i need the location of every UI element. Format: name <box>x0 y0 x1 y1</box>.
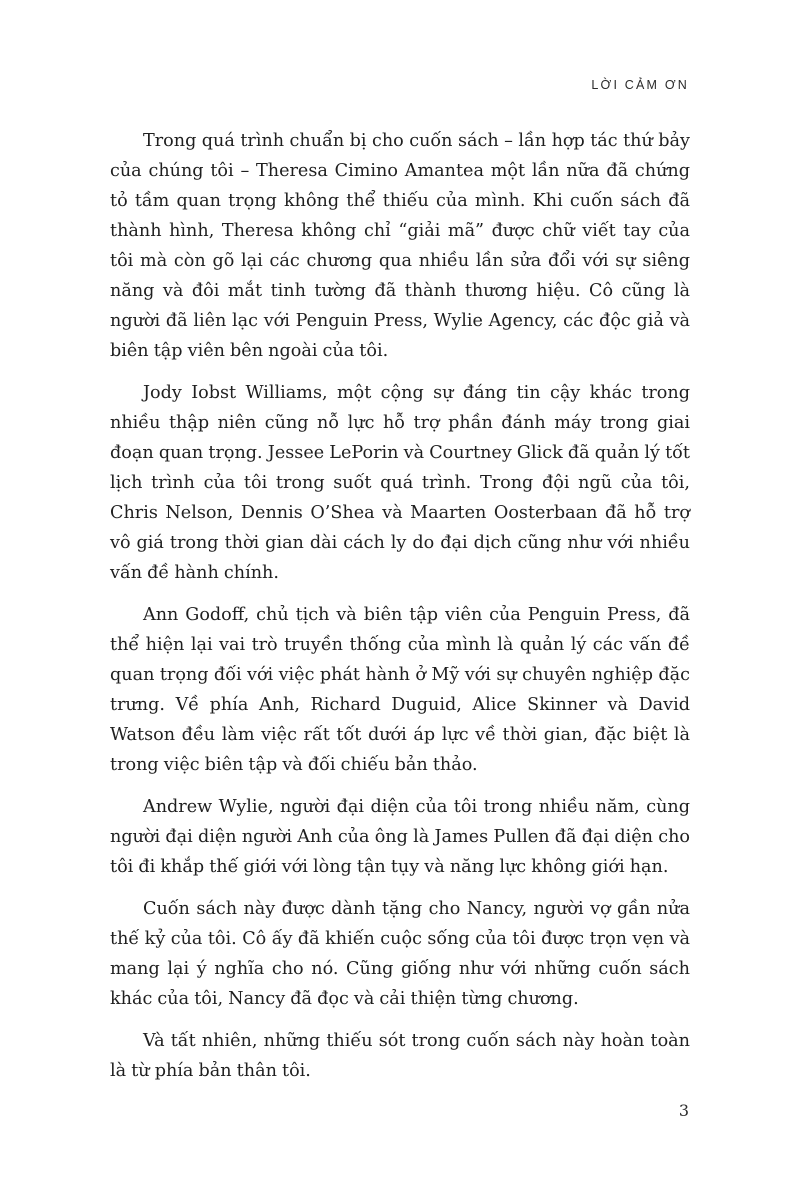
body-text <box>110 126 690 1098</box>
paragraph-3: Ann Godoff, chủ tịch và biên tập viên của Penguin Press, đã thể hiện lại vai trò truyền thống của mình là quản lý các vấn đề quan trọng đối với việc phát hành ở Mỹ với sự chuyên nghiệp đặc trưng. Về phía Anh, Richard Duguid, Alice Skinner và David Watson đều làm việc rất tốt dưới áp lực về thời gian, đặc biệt là trong việc biên tập và đối chiếu bản thảo. <box>110 605 690 775</box>
paragraph-1: Trong quá trình chuẩn bị cho cuốn sách – lần hợp tác thứ bảy của chúng tôi – Theresa Cimino Amantea một lần nữa đã chứng tỏ tầm quan trọng không thể thiếu của mình. Khi cuốn sách đã thành hình, Theresa không chỉ “giải mã” được chữ viết tay của tôi mà còn gõ lại các chương qua nhiều lần sửa đổi với sự siêng năng và đôi mắt tinh tường đã thành thương hiệu. Cô cũng là người đã liên lạc với Penguin Press, Wylie Agency, các độc giả và biên tập viên bên ngoài của tôi. <box>110 131 690 361</box>
paragraph-4: Andrew Wylie, người đại diện của tôi trong nhiều năm, cùng người đại diện người Anh của ông là James Pullen đã đại diện cho tôi đi khắp thế giới với lòng tận tụy và năng lực không giới hạn. <box>110 797 690 877</box>
page-number: 3 <box>678 1101 689 1120</box>
paragraph-6: Và tất nhiên, những thiếu sót trong cuốn sách này hoàn toàn là từ phía bản thân tôi. <box>110 1031 690 1081</box>
running-head-title: LỜI CẢM ƠN <box>591 78 689 92</box>
paragraph-5: Cuốn sách này được dành tặng cho Nancy, người vợ gần nửa thế kỷ của tôi. Cô ấy đã khiến cuộc sống của tôi được trọn vẹn và mang lại ý nghĩa cho nó. Cũng giống như với những cuốn sách khác của tôi, Nancy đã đọc và cải thiện từng chương. <box>110 899 690 1009</box>
paragraph-2: Jody Iobst Williams, một cộng sự đáng tin cậy khác trong nhiều thập niên cũng nỗ lực hỗ trợ phần đánh máy trong giai đoạn quan trọng. Jessee LePorin và Courtney Glick đã quản lý tốt lịch trình của tôi trong suốt quá trình. Trong đội ngũ của tôi, Chris Nelson, Dennis O’Shea và Maarten Oosterbaan đã hỗ trợ vô giá trong thời gian dài cách ly do đại dịch cũng như với nhiều vấn đề hành chính. <box>110 383 690 583</box>
